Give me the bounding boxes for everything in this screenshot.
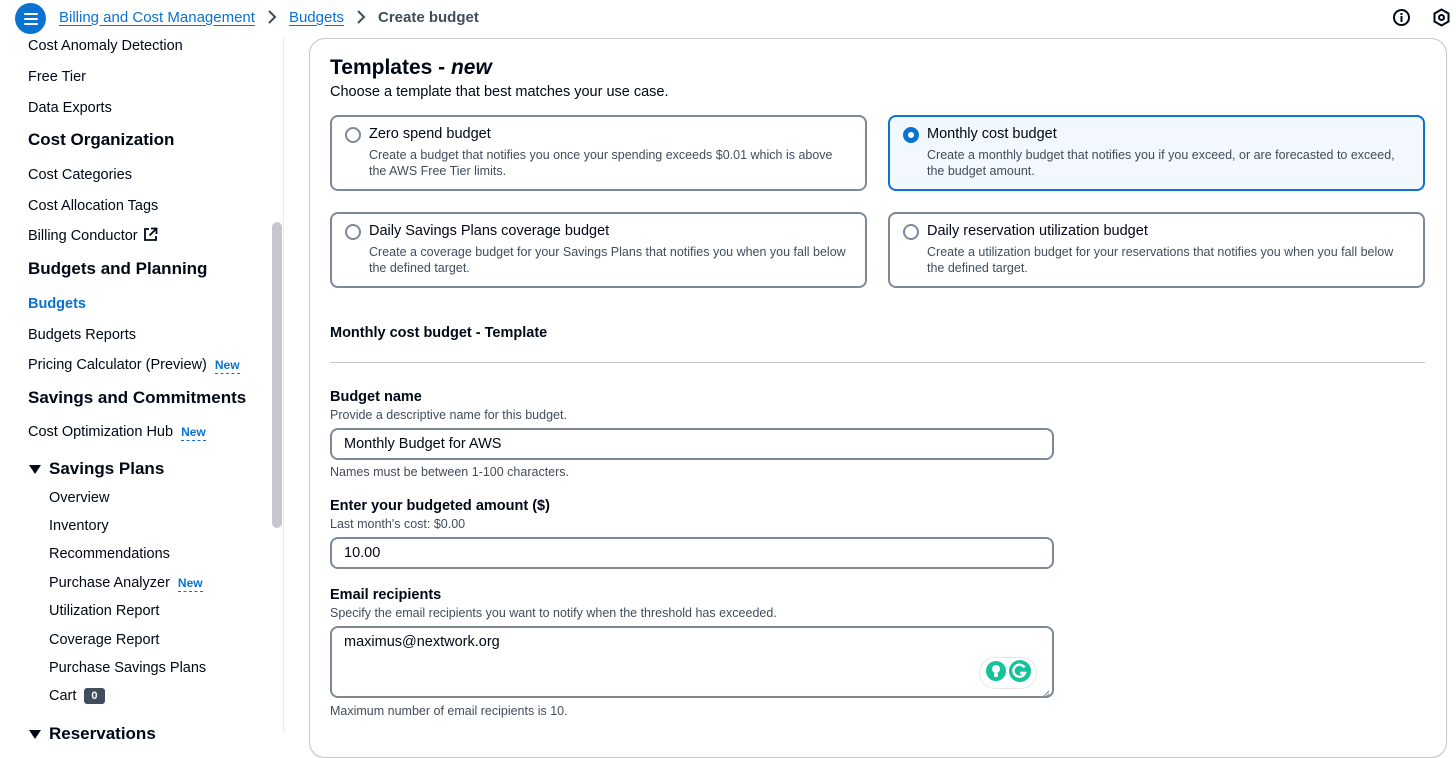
- nav-overview[interactable]: Overview: [49, 490, 110, 506]
- nav-section-savings-plans[interactable]: [29, 459, 164, 479]
- template-tile-monthly-cost[interactable]: [888, 115, 1425, 191]
- budget-name-label: Budget name: [330, 389, 422, 405]
- nav-section-savings-plans-label: Savings Plans: [49, 459, 165, 478]
- template-tile-reservation-utilization[interactable]: [888, 212, 1425, 288]
- nav-cost-optimization-hub-label: Cost Optimization Hub: [28, 424, 174, 440]
- email-recipients-label: Email recipients: [330, 587, 442, 603]
- nav-purchase-analyzer[interactable]: [49, 575, 203, 591]
- nav-data-exports[interactable]: Data Exports: [28, 100, 112, 116]
- nav-section-savings-and-commitments: Savings and Commitments: [28, 388, 247, 407]
- nav-section-cost-organization: Cost Organization: [28, 130, 175, 149]
- new-badge: New: [214, 358, 240, 372]
- hamburger-menu-icon: [24, 13, 38, 25]
- budget-amount-description: Last month's cost: $0.00: [330, 517, 466, 531]
- budget-name-input[interactable]: [330, 428, 1054, 460]
- email-recipients-description: Specify the email recipients you want to notify when the threshold has exceeded.: [330, 606, 777, 620]
- email-recipients-constraint: Maximum number of email recipients is 10.: [330, 704, 568, 718]
- new-badge: New: [181, 425, 206, 439]
- nav-section-budgets-and-planning: Budgets and Planning: [28, 259, 208, 278]
- template-title: Daily Savings Plans coverage budget: [369, 223, 610, 239]
- template-title: Zero spend budget: [369, 126, 491, 142]
- template-description: Create a monthly budget that notifies you if you exceed, or are forecasted to exceed, the budget amount.: [927, 148, 1395, 178]
- sidebar-scrollbar-thumb[interactable]: [272, 222, 282, 528]
- new-badge: New: [177, 576, 203, 590]
- nav-pricing-calculator-label: Pricing Calculator (Preview): [28, 357, 207, 373]
- templates-heading: [330, 56, 492, 80]
- resize-handle-icon[interactable]: [1040, 685, 1050, 695]
- template-tile-savings-plans-coverage[interactable]: [330, 212, 867, 288]
- chevron-right-icon: [261, 8, 283, 26]
- section-divider: [330, 362, 1425, 363]
- external-link-icon: [143, 227, 158, 246]
- template-title: Daily reservation utilization budget: [927, 223, 1148, 239]
- grammarly-icon[interactable]: [1008, 659, 1032, 688]
- radio-monthly-cost[interactable]: [903, 127, 919, 143]
- nav-budgets-reports[interactable]: Budgets Reports: [28, 327, 137, 343]
- nav-cost-allocation-tags[interactable]: Cost Allocation Tags: [28, 198, 159, 214]
- nav-cost-anomaly-detection[interactable]: Cost Anomaly Detection: [28, 38, 183, 54]
- templates-heading-text: Templates -: [330, 56, 451, 79]
- nav-billing-conductor-label: Billing Conductor: [28, 228, 138, 244]
- nav-cart[interactable]: [49, 688, 105, 704]
- caret-down-icon: [29, 730, 41, 739]
- nav-free-tier[interactable]: Free Tier: [28, 69, 87, 85]
- nav-cart-label: Cart: [49, 688, 77, 704]
- budget-amount-label: Enter your budgeted amount ($): [330, 498, 550, 514]
- template-description: Create a utilization budget for your reservations that notifies you when you fall below the defined target.: [927, 245, 1394, 275]
- nav-utilization-report[interactable]: Utilization Report: [49, 603, 160, 619]
- nav-billing-conductor[interactable]: [28, 227, 158, 246]
- radio-reservation-utilization[interactable]: [903, 224, 919, 240]
- nav-cost-optimization-hub[interactable]: [28, 424, 206, 440]
- nav-inventory[interactable]: Inventory: [49, 518, 109, 534]
- nav-section-reservations[interactable]: [29, 724, 156, 744]
- template-section-title: Monthly cost budget - Template: [330, 325, 548, 341]
- template-description: Create a budget that notifies you once your spending exceeds $0.01 which is above the AWS Free Tier limits.: [369, 148, 833, 178]
- template-description: Create a coverage budget for your Savings Plans that notifies you when you fall below the defined target.: [369, 245, 846, 275]
- info-icon[interactable]: [1392, 8, 1411, 27]
- nav-budgets[interactable]: Budgets: [28, 296, 86, 312]
- email-recipients-input[interactable]: [330, 626, 1054, 698]
- settings-icon[interactable]: [1432, 8, 1451, 27]
- cart-count-badge: 0: [84, 688, 104, 704]
- breadcrumb-budgets[interactable]: Budgets: [288, 8, 344, 26]
- nav-cost-categories[interactable]: Cost Categories: [28, 167, 132, 183]
- nav-purchase-analyzer-label: Purchase Analyzer: [49, 575, 170, 591]
- template-tile-zero-spend[interactable]: [330, 115, 867, 191]
- radio-savings-plans-coverage[interactable]: [345, 224, 361, 240]
- chevron-right-icon: [350, 8, 372, 26]
- side-navigation: [0, 38, 270, 743]
- grammarly-widget[interactable]: [980, 658, 1036, 688]
- breadcrumb-billing-and-cost-management[interactable]: Billing and Cost Management: [59, 8, 255, 26]
- templates-heading-new: new: [450, 56, 492, 79]
- nav-section-reservations-label: Reservations: [49, 724, 156, 743]
- breadcrumb: [59, 8, 479, 26]
- nav-purchase-savings-plans[interactable]: Purchase Savings Plans: [49, 660, 207, 676]
- top-bar: [0, 0, 1456, 38]
- budget-name-description: Provide a descriptive name for this budget.: [330, 408, 567, 422]
- radio-zero-spend[interactable]: [345, 127, 361, 143]
- caret-down-icon: [29, 465, 41, 474]
- navigation-toggle-button[interactable]: [15, 3, 46, 34]
- lightbulb-icon[interactable]: [985, 660, 1007, 687]
- templates-description: Choose a template that best matches your use case.: [330, 84, 669, 100]
- budget-name-constraint: Names must be between 1-100 characters.: [330, 465, 570, 479]
- nav-coverage-report[interactable]: Coverage Report: [49, 632, 160, 648]
- nav-recommendations[interactable]: Recommendations: [49, 546, 170, 562]
- template-title: Monthly cost budget: [927, 126, 1057, 142]
- nav-pricing-calculator[interactable]: [28, 357, 240, 373]
- budget-amount-input[interactable]: [330, 537, 1054, 569]
- breadcrumb-current: Create budget: [378, 8, 479, 26]
